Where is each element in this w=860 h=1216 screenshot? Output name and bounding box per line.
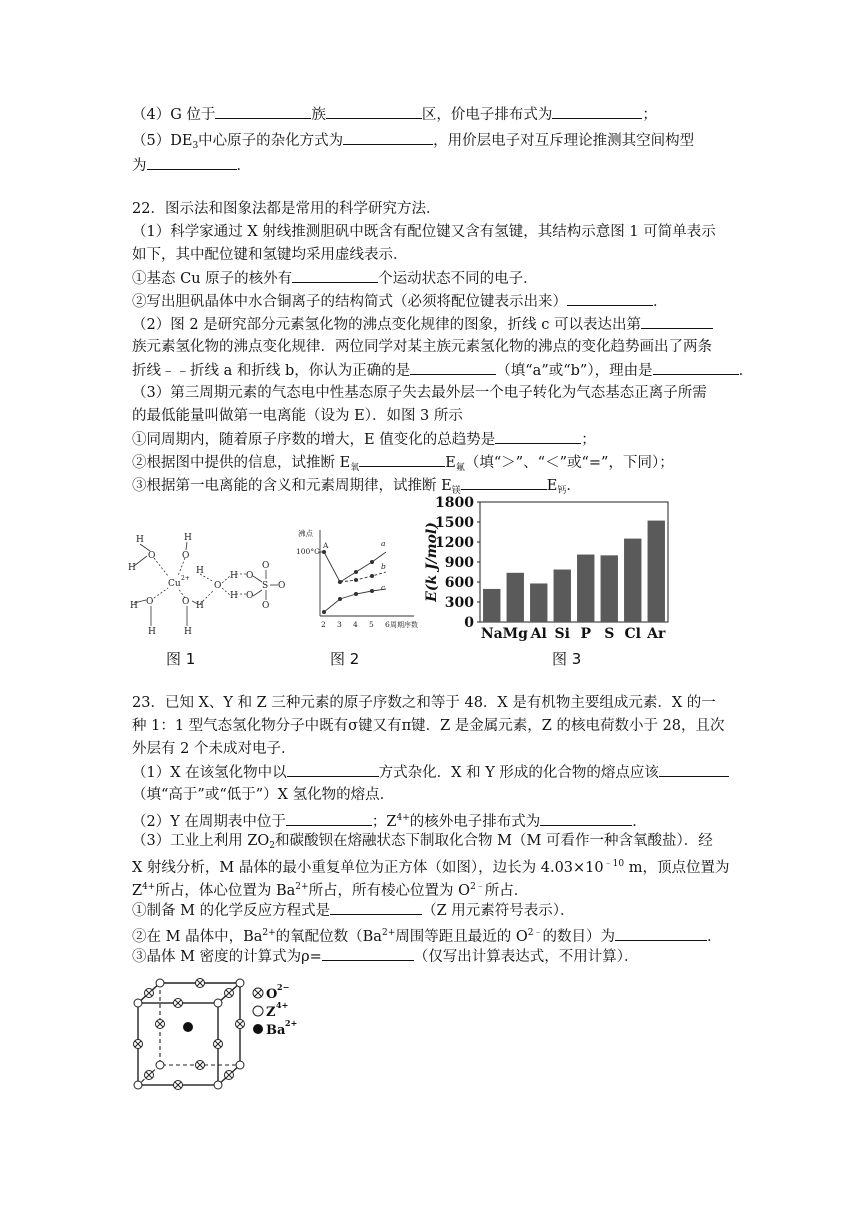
- q22-s1-item1: ①基态 Cu 原子的核外有 个运动状态不同的电子．: [132, 268, 538, 289]
- y-tick-label: 1800: [435, 495, 474, 511]
- ba-center-atom: [183, 1022, 193, 1032]
- svg-text:2−: 2−: [277, 982, 290, 992]
- q22-s1-line1: （1）科学家通过 X 射线推测胆矾中既含有配位键又含有氢键，其结构示意图 1 可简单表示: [132, 224, 716, 240]
- figure-2-chart: [296, 524, 426, 640]
- svg-text:O: O: [182, 597, 190, 607]
- z-legend-icon: [253, 1006, 263, 1016]
- y-axis-label: E(k J/mol): [424, 522, 440, 602]
- x-tick-label: P: [580, 626, 592, 642]
- svg-text:Z: Z: [266, 1005, 276, 1020]
- z-corner-atom: [214, 999, 222, 1007]
- q23-part3-item1: ①制备 M 的化学反应方程式是 （Z 用元素符号表示）．: [132, 900, 575, 921]
- svg-text:H: H: [128, 563, 136, 573]
- q22-s3-item1: ①同周期内，随着原子序数的增大，E 值变化的总趋势是 ；: [132, 429, 596, 450]
- ba-legend-icon: [253, 1024, 263, 1034]
- q22-s3-line1: （3）第三周期元素的气态电中性基态原子失去最外层一个电子转化为气态基态正离子所需: [132, 385, 707, 401]
- svg-text:H: H: [130, 601, 138, 611]
- svg-text:O: O: [246, 591, 254, 601]
- svg-text:2+: 2+: [285, 1018, 298, 1028]
- svg-text:O: O: [262, 561, 270, 571]
- x-tick-label: Mg: [502, 626, 528, 642]
- x-tick-label: Si: [554, 626, 570, 642]
- svg-text:O: O: [182, 551, 190, 561]
- bar-S: [601, 555, 618, 622]
- svg-text:Cu: Cu: [168, 579, 181, 589]
- svg-text:H: H: [230, 571, 238, 581]
- q23-part3-item3: ③晶体 M 密度的计算式为ρ= （仅写出计算表达式，不用计算）．: [132, 946, 639, 967]
- q22-s2-line1: （2）图 2 是研究部分元素氢化物的沸点变化规律的图象，折线 c 可以表达出第: [132, 314, 713, 335]
- x-tick-label: Cl: [624, 626, 641, 642]
- z-corner-atom: [236, 1061, 244, 1069]
- q21-part4: （4）G 位于 族 区，价电子排布式为 ；: [132, 104, 657, 125]
- svg-text:6: 6: [385, 620, 390, 629]
- figure-1-diagram: [126, 528, 296, 643]
- q22-s3-item3: ③根据第一电离能的含义和元素周期律，试推断 $E_镁$ $E_钙$．: [132, 475, 581, 501]
- q23-line1: 23．已知 X、Y 和 Z 三种元素的原子序数之和等于 48．X 是有机物主要组成元素．X 的一: [132, 695, 716, 711]
- q23-line3: 外层有 2 个未成对电子．: [132, 741, 296, 757]
- q23-part1-line2: （填“高于”或“低于”）X 氢化物的熔点．: [132, 787, 395, 803]
- q22-s3-line2: 的最低能量叫做第一电离能（设为 E）．如图 3 所示: [132, 408, 463, 424]
- q23-part3-line3: $Z^{4+}$所占，体心位置为 $Ba^{2+}$所占，所有棱心位置为 $O^{2﹣}$所占．: [132, 882, 529, 899]
- x-tick-label: Na: [480, 626, 503, 642]
- q23-part3-item2: ②在 M 晶体中，$Ba^{2+}$的氧配位数（$Ba^{2+}$周围等距且最近的 $O^{2﹣}$的数目）为 ．: [132, 928, 722, 945]
- svg-text:100°C: 100°C: [296, 547, 320, 556]
- q21-part5-line1: $(5)DE_3$中心原子的杂化方式为 ，用价层电子对互斥理论推测其空间构型: [132, 130, 694, 156]
- q21-part5-line2: 为 ．: [132, 155, 251, 176]
- svg-text:5: 5: [369, 620, 374, 629]
- x-tick-label: S: [604, 626, 615, 642]
- q22-s1-line2: 如下，其中配位键和氢键均采用虚线表示．: [132, 247, 408, 263]
- bar-Na: [483, 589, 500, 622]
- y-tick-label: 600: [444, 575, 474, 591]
- z-corner-atom: [156, 979, 164, 987]
- svg-text:3: 3: [337, 620, 342, 629]
- z-corner-atom: [214, 1081, 222, 1089]
- q22-s3-item2: ②根据图中提供的信息，试推断 $E_氧$ $E_氟$（填“＞”、“＜”或“=”，下同）；: [132, 452, 674, 478]
- svg-text:2: 2: [321, 620, 326, 629]
- q23-part3-line2: X 射线分析，M 晶体的最小重复单位为正方体（如图），边长为 $4.03\times 10^{﹣10}$ m，顶点位置为: [132, 859, 730, 876]
- svg-text:4: 4: [353, 620, 358, 629]
- z-corner-atom: [236, 979, 244, 987]
- x-tick-label: Al: [530, 626, 547, 642]
- svg-text:c: c: [381, 583, 386, 592]
- svg-text:a: a: [381, 539, 386, 548]
- svg-text:O: O: [266, 987, 278, 1002]
- svg-text:O: O: [246, 571, 254, 581]
- q22-s1-item2: ②写出胆矾晶体中水合铜离子的结构简式（必须将配位键表示出来） ．: [132, 291, 668, 312]
- bar-Mg: [507, 573, 524, 622]
- figure-1-caption: 图 1: [166, 650, 196, 668]
- q22-title: 22．图示法和图象法都是常用的科学研究方法．: [132, 201, 441, 217]
- svg-text:2+: 2+: [181, 575, 190, 582]
- svg-text:O: O: [146, 597, 154, 607]
- unit-cell-diagram: [128, 975, 308, 1095]
- y-tick-label: 300: [444, 595, 474, 611]
- svg-text:O: O: [214, 581, 222, 591]
- q23-part2: （2）Y 在周期表中位于 ；$Z^{4+}$的核外电子排布式为 ．: [132, 813, 647, 830]
- svg-text:周期序数: 周期序数: [390, 621, 418, 629]
- svg-text:O: O: [148, 551, 156, 561]
- svg-text:沸点: 沸点: [298, 529, 313, 538]
- bar-Ar: [648, 521, 665, 622]
- figure-2-caption: 图 2: [330, 650, 360, 668]
- z-corner-atom: [156, 1061, 164, 1069]
- svg-text:H: H: [196, 601, 204, 611]
- svg-text:H: H: [136, 535, 144, 545]
- svg-text:S: S: [262, 581, 269, 591]
- svg-text:H: H: [184, 627, 192, 637]
- svg-text:H: H: [148, 627, 156, 637]
- q23-part3-line1: （3）工业上利用 $ZO_2$和碳酸钡在熔融状态下制取化合物 M（M 可看作一种含氧酸盐）．经: [132, 833, 713, 851]
- z-corner-atom: [134, 1081, 142, 1089]
- svg-text:H: H: [196, 566, 204, 576]
- bar-Cl: [624, 539, 641, 622]
- bar-Al: [530, 583, 547, 622]
- svg-text:b: b: [381, 562, 386, 571]
- svg-text:A: A: [323, 541, 329, 550]
- y-tick-label: 0: [464, 615, 474, 631]
- svg-text:O: O: [278, 581, 286, 591]
- bar-Si: [554, 570, 571, 622]
- q22-s2-line2: 族元素氢化物的沸点变化规律．两位同学对某主族元素氢化物的沸点的变化趋势画出了两条: [132, 339, 712, 355]
- y-tick-label: 1200: [435, 535, 474, 551]
- svg-text:H: H: [184, 533, 192, 543]
- svg-text:O: O: [262, 601, 270, 611]
- x-tick-label: Ar: [647, 626, 666, 642]
- figure-3-caption: 图 3: [552, 650, 582, 668]
- z-corner-atom: [134, 999, 142, 1007]
- bar-P: [577, 555, 594, 622]
- y-tick-label: 1500: [435, 515, 474, 531]
- y-tick-label: 900: [444, 555, 474, 571]
- q23-line2: 种 1：1 型气态氢化物分子中既有σ键又有π键．Z 是金属元素，Z 的核电荷数小于 28，且次: [132, 718, 725, 734]
- svg-text:H: H: [230, 591, 238, 601]
- svg-text:4+: 4+: [276, 1000, 289, 1010]
- q22-s2-line3: 折线﹣﹣折线 a 和折线 b，你认为正确的是 （填“a”或“b”），理由是 ．: [132, 360, 753, 381]
- figure-3-bar-chart: [420, 492, 680, 642]
- q23-part1-line1: （1）X 在该氢化物中以 方式杂化．X 和 Y 形成的化合物的熔点应该: [132, 762, 729, 783]
- svg-text:Ba: Ba: [266, 1023, 286, 1038]
